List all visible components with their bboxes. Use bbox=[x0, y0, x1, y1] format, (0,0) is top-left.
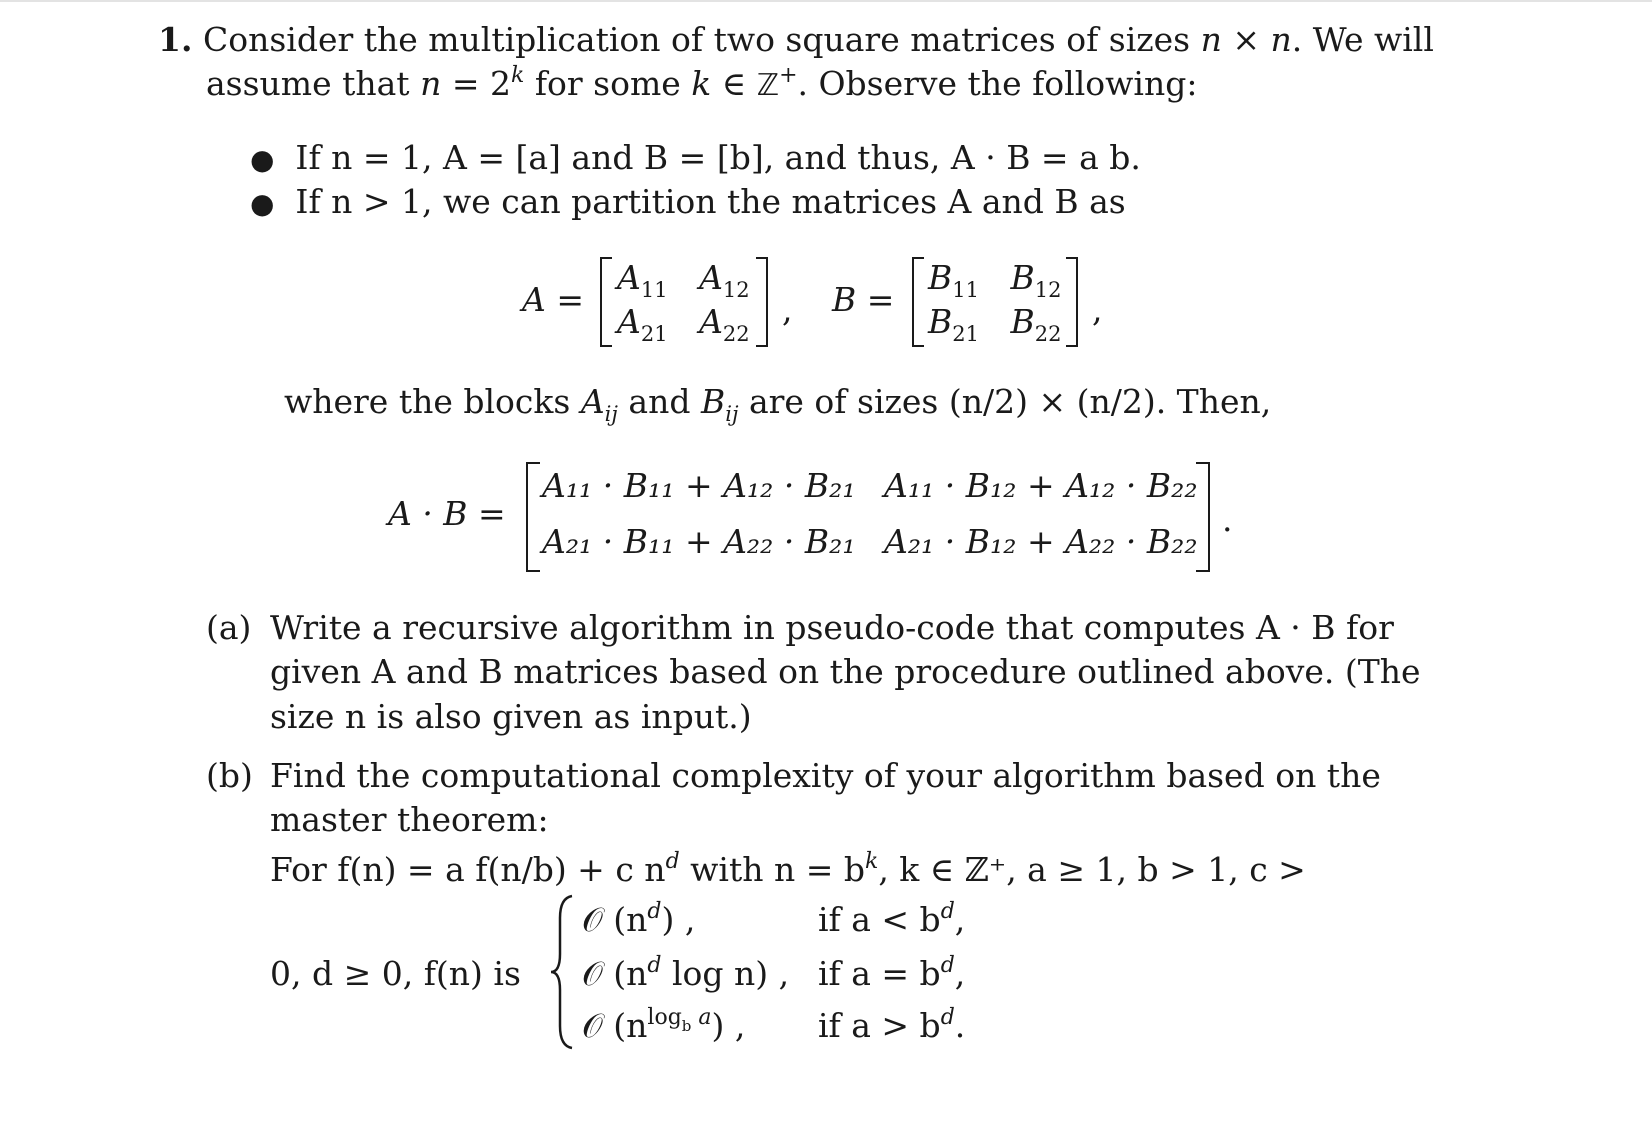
where-line: where the blocks $A_{ij}$ and $B_{ij}$ are of sizes (n/2) × (n/2). Then, bbox=[284, 382, 1272, 426]
matrix-a-row2: $A_{21}$ $A_{22}$ bbox=[617, 302, 750, 346]
condition-3: if $a > b^d$. bbox=[818, 1005, 966, 1045]
case-3: 𝒪 ($n^{log}b$ $^a$) , bbox=[582, 1005, 746, 1045]
product-period: . bbox=[1222, 500, 1233, 539]
product-r2c2: A₂₁ · B₁₂ + A₂₂ · B₂₂ bbox=[884, 522, 1198, 561]
bullet-1: ● If n = 1, A = [a] and B = [b], and thus, A · B = a b. bbox=[250, 138, 1141, 177]
part-a-line3: size n is also given as input.) bbox=[270, 697, 752, 736]
product-label: A · B = bbox=[388, 494, 506, 533]
part-b-line1: Find the computational complexity of your algorithm based on the bbox=[270, 756, 1381, 795]
bullet-2: ● If n > 1, we can partition the matrices A and B as bbox=[250, 182, 1126, 221]
matrix-b-comma: , bbox=[1092, 290, 1103, 329]
problem-intro-line2: assume that $n = 2^k$ for some k ∈ ℤ+. Observe the following: bbox=[206, 63, 1198, 103]
matrix-a-row1: $A_{11}$ $A_{12}$ bbox=[617, 258, 750, 302]
product-r1c1: A₁₁ · B₁₁ + A₁₂ · B₂₁ bbox=[542, 466, 856, 505]
product-r1c2: A₁₁ · B₁₂ + A₁₂ · B₂₂ bbox=[884, 466, 1198, 505]
problem-intro-line1: 1. Consider the multiplication of two square matrices of sizes n × n. We will bbox=[158, 20, 1434, 59]
matrix-b-right-bracket bbox=[1066, 257, 1078, 347]
product-left-bracket bbox=[526, 462, 540, 572]
matrix-b-left-bracket bbox=[912, 257, 924, 347]
case-2: 𝒪 ($n^d$ log n) , bbox=[582, 953, 790, 993]
matrix-b-label: B = bbox=[832, 280, 895, 319]
matrix-b-row1: $B_{11}$ $B_{12}$ bbox=[928, 258, 1062, 302]
problem-number: 1. bbox=[158, 20, 193, 59]
part-b-line3: For f(n) = a f(n/b) + c $n^d$ with $n = b^k$, k ∈ ℤ⁺, a ≥ 1, b > 1, c > bbox=[270, 849, 1306, 889]
part-b-line2: master theorem: bbox=[270, 800, 549, 839]
top-divider bbox=[0, 0, 1652, 2]
matrix-a-right-bracket bbox=[756, 257, 768, 347]
condition-2: if $a = b^d$, bbox=[818, 953, 966, 993]
condition-1: if $a < b^d$, bbox=[818, 899, 966, 939]
matrix-b-row2: $B_{21}$ $B_{22}$ bbox=[928, 302, 1062, 346]
part-a-line2: given A and B matrices based on the procedure outlined above. (The bbox=[270, 652, 1421, 691]
part-a-line1: Write a recursive algorithm in pseudo-code that computes A · B for bbox=[270, 608, 1394, 647]
matrix-a-left-bracket bbox=[600, 257, 612, 347]
part-b-label: (b) bbox=[206, 756, 253, 795]
cases-brace bbox=[548, 892, 576, 1052]
case-1: 𝒪 $(n^d)$ , bbox=[582, 899, 696, 939]
part-b-line4: 0, d ≥ 0, f(n) is bbox=[270, 954, 521, 993]
matrix-a-comma: , bbox=[782, 290, 793, 329]
product-r2c1: A₂₁ · B₁₁ + A₂₂ · B₂₁ bbox=[542, 522, 856, 561]
matrix-a-label: A = bbox=[522, 280, 584, 319]
part-a-label: (a) bbox=[206, 608, 252, 647]
product-right-bracket bbox=[1196, 462, 1210, 572]
